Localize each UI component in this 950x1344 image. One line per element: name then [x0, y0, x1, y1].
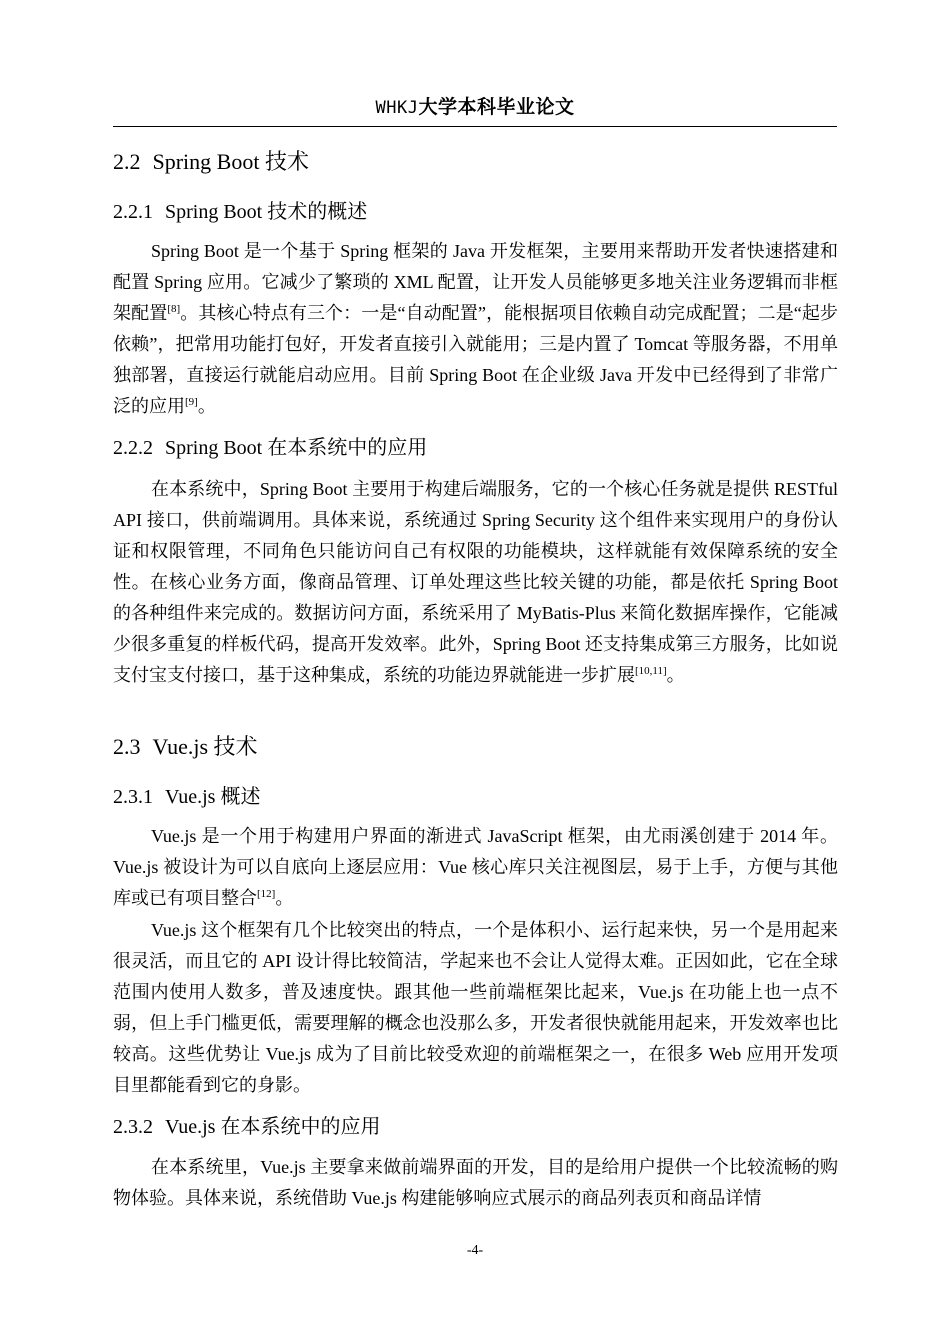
citation: [8]	[167, 303, 181, 315]
header-abbrev: WHKJ	[375, 98, 419, 118]
subsection-heading-2-2-1: 2.2.1 Spring Boot 技术的概述	[113, 201, 368, 223]
page-number: -4-	[466, 1243, 484, 1258]
section-heading-2-2: 2.2 Spring Boot 技术	[113, 149, 309, 174]
citation: [9]	[185, 396, 198, 408]
subsection-heading-2-2-2: 2.2.2 Spring Boot 在本系统中的应用	[113, 437, 428, 459]
section-heading-2-3: 2.3 Vue.js 技术	[113, 734, 258, 759]
running-header	[0, 94, 950, 122]
paragraph-2-3-1-a: Vue.js 是一个用于构建用户界面的渐进式 JavaScript 框架，由尤雨溪创建于 2014 年。Vue.js 被设计为可以自底向上逐层应用：Vue 核心库只关注视图层，易于上手，方便与其他库或已有项目整合[12]。	[113, 826, 838, 908]
paragraph-2-3-1-b: Vue.js 这个框架有几个比较突出的特点，一个是体积小、运行起来快，另一个是用起来很灵活，而且它的 API 设计得比较简洁，学起来也不会让人觉得太难。正因如此，它在全球范围内使用人数多，普及速度快。跟其他一些前端框架比起来，Vue.js 在功能上也一点不弱，但上手门槛更低，需要理解的概念也没那么多，开发者很快就能用起来，开发效率也比较高。这些优势让 Vue.js 成为了目前比较受欢迎的前端框架之一，在很多 Web 应用开发项目里都能看到它的身影。	[113, 920, 838, 1095]
paragraph-2-2-2: 在本系统中，Spring Boot 主要用于构建后端服务，它的一个核心任务就是提供 RESTful API 接口，供前端调用。具体来说，系统通过 Spring Security 这个组件来实现用户的身份认证和权限管理，不同角色只能访问自己有权限的功能模块，这样就能有效保障系统的安全性。在核心业务方面，像商品管理、订单处理这些比较关键的功能，都是依托 Spring Boot 的各种组件来完成的。数据访问方面，系统采用了 MyBatis-Plus 来简化数据库操作，它能减少很多重复的样板代码，提高开发效率。此外，Spring Boot 还支持集成第三方服务，比如说支付宝支付接口，基于这种集成，系统的功能边界就能进一步扩展[10,11]。	[113, 479, 838, 685]
paragraph-2-3-2: 在本系统里，Vue.js 主要拿来做前端界面的开发，目的是给用户提供一个比较流畅的购物体验。具体来说，系统借助 Vue.js 构建能够响应式展示的商品列表页和商品详情	[113, 1157, 838, 1208]
paragraph-2-2-1: Spring Boot 是一个基于 Spring 框架的 Java 开发框架，主要用来帮助开发者快速搭建和配置 Spring 应用。它减少了繁琐的 XML 配置，让开发人员能够更多地关注业务逻辑而非框架配置[8]。其核心特点有三个：一是“自动配置”，能根据项目依赖自动完成配置；二是“起步依赖”，把常用功能打包好，开发者直接引入就能用；三是内置了 Tomcat 等服务器，不用单独部署，直接运行就能启动应用。目前 Spring Boot 在企业级 Java 开发中已经得到了非常广泛的应用[9]。	[113, 241, 839, 416]
citation: [12]	[257, 888, 276, 900]
subsection-heading-2-3-1: 2.3.1 Vue.js 概述	[113, 786, 261, 808]
citation: [10,11]	[635, 665, 667, 677]
subsection-heading-2-3-2: 2.3.2 Vue.js 在本系统中的应用	[113, 1116, 381, 1138]
header-rule	[113, 126, 837, 127]
header-title: 大学本科毕业论文	[418, 97, 575, 118]
